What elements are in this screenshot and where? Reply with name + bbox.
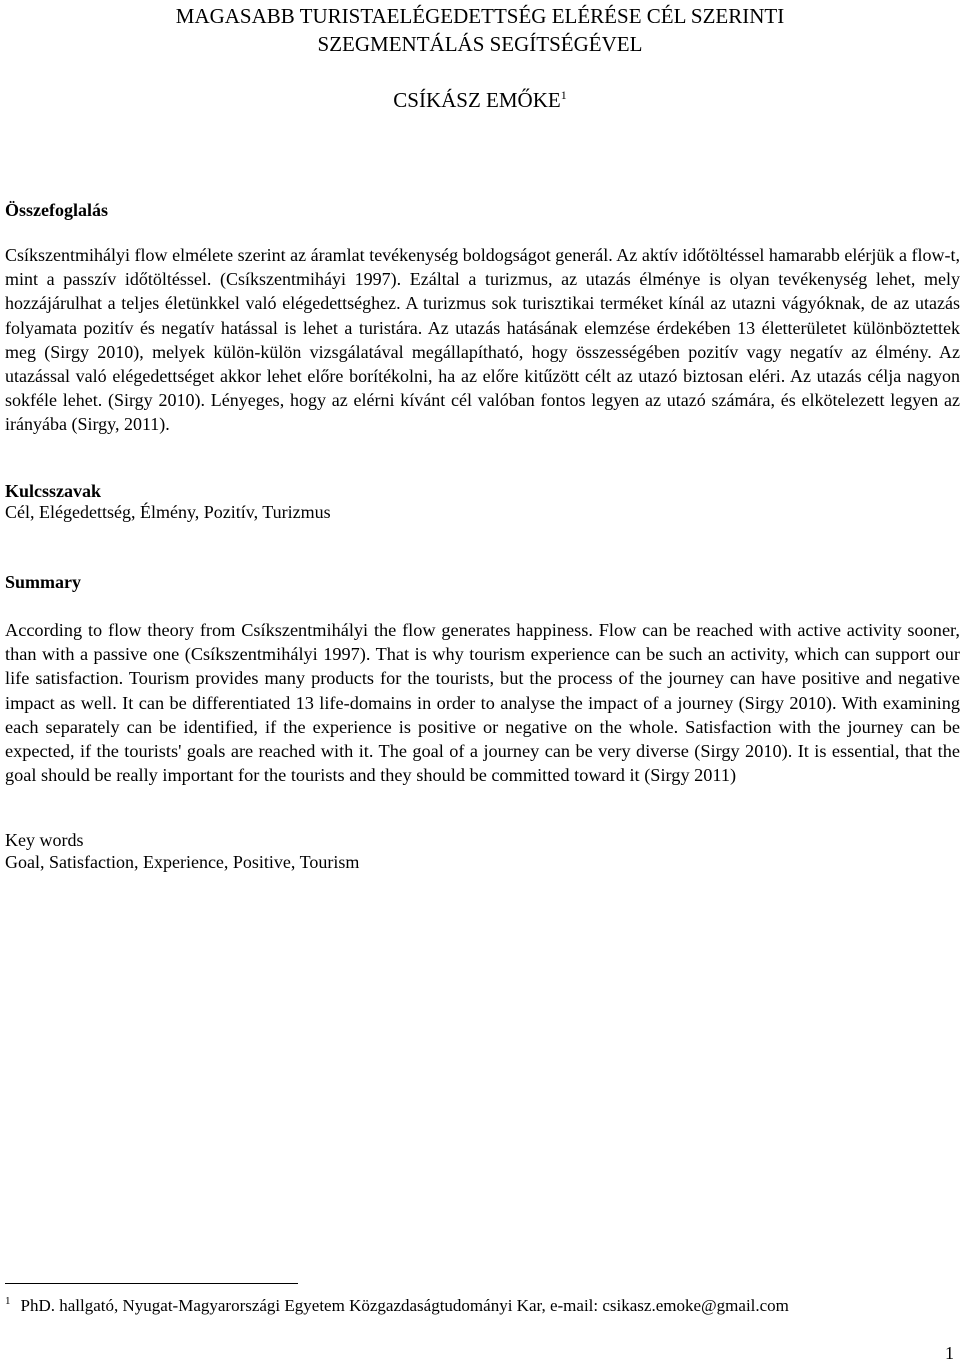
paper-title	[0, 2, 960, 58]
keywords-en-text: Goal, Satisfaction, Experience, Positive, Tourism	[5, 852, 360, 872]
footnote-marker: 1	[5, 1295, 11, 1308]
abstract-hu-heading: Összefoglalás	[5, 200, 108, 220]
abstract-hu-text: Csíkszentmihályi flow elmélete szerint az áramlat tevékenység boldogságot generál. Az aktív időtöltéssel hamarabb elérjük a flow-t, mint a passzív időtöltéssel. (Csíkszentmiháyi 1997). Ezáltal a turizmus, az utazás élménye is olyan tevékenység lehet, mely hozzájárulhat a teljes életünkkel való elégedettséghez. A turizmus sok turisztikai terméket kínál az utazni vágyóknak, de az utazás folyamata pozitív és negatív hatással is lehet a turistára. Az utazás hatásának elemzése érdekében 13 életterületet különböztettek meg (Sirgy 2010), melyek külön-külön vizsgálatával megállapítható, hogy összességében pozitív vagy negatív az élmény. Az utazással való elégedettséget akkor lehet előre borítékolni, ha az előre kitűzött célt az utazó biztosan eléri. Az utazás célja nagyon sokféle lehet. (Sirgy 2010). Lényeges, hogy az elérni kívánt cél valóban fontos legyen az utazó számára, és elkötelezett legyen az irányába (Sirgy, 2011).	[5, 245, 960, 435]
author-line	[0, 86, 960, 114]
footnote	[5, 1294, 789, 1318]
footnote-separator	[5, 1283, 298, 1284]
author-name: CSÍKÁSZ EMŐKE	[393, 88, 561, 112]
keywords-hu-heading: Kulcsszavak	[5, 481, 102, 501]
footnote-text: PhD. hallgató, Nyugat-Magyarországi Egyetem Közgazdaságtudományi Kar, e-mail: csikasz.emoke@gmail.com	[20, 1296, 789, 1315]
author-footnote-marker: 1	[560, 88, 567, 102]
abstract-en-heading: Summary	[5, 572, 81, 592]
page-number: 1	[945, 1343, 954, 1363]
keywords-hu-text: Cél, Elégedettség, Élmény, Pozitív, Turizmus	[5, 502, 331, 522]
abstract-en-text: According to flow theory from Csíkszentmihályi the flow generates happiness. Flow can be reached with active activity sooner, than with a passive one (Csíkszentmihályi 1997). That is why tourism experience can be such an activity, which can support our life satisfaction. Tourism provides many products for the tourists, but the process of the journey can have positive and negative impact as well. It can be differentiated 13 life-domains in order to analyse the impact of a journey (Sirgy 2010). With examining each separately can be identified, if the experience is positive or negative on the whole. Satisfaction with the journey can be expected, if the tourists' goals are reached with it. The goal of a journey can be very diverse (Sirgy 2010). It is essential, that the goal should be really important for the tourists and they should be committed toward it (Sirgy 2011)	[5, 620, 960, 786]
paper-title-line-1: MAGASABB TURISTAELÉGEDETTSÉG ELÉRÉSE CÉL SZERINTI	[175, 4, 785, 28]
paper-title-line-2: SZEGMENTÁLÁS SEGÍTSÉGÉVEL	[317, 32, 643, 56]
keywords-en-heading: Key words	[5, 830, 84, 850]
